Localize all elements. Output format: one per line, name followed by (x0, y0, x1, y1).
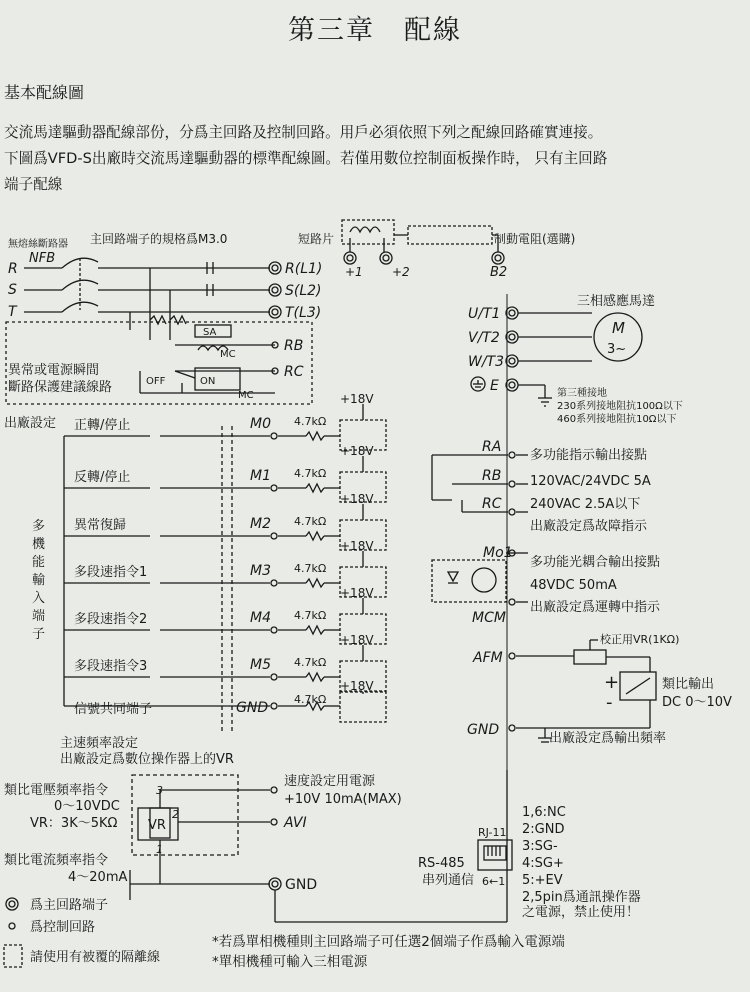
motor-title: 三相感應馬達 (577, 294, 656, 309)
analog-out-2: DC 0～10V (662, 695, 732, 710)
p1-label: +1 (345, 265, 363, 279)
terminal-ra-label: RA (482, 439, 502, 455)
pwr-label-2: +10V 10mA(MAX) (284, 792, 402, 807)
legend-shield: 請使用有被覆的隔離線 (30, 950, 161, 965)
v18-label-m5: +18V (340, 633, 374, 647)
brake-resistor-label: 制動電阻(選購) (494, 232, 576, 246)
footnote-2: *單相機種可輸入三相電源 (212, 954, 368, 970)
v18-label-m3: +18V (340, 539, 374, 553)
rj-pins-label: 6←1 (482, 875, 506, 888)
digital-input-rows (64, 404, 386, 722)
ground-230: 230系列接地阻抗100Ω以下 (557, 401, 683, 412)
terminal-m1-label: M1 (250, 468, 271, 484)
relay-rating-1: 120VAC/24VDC 5A (530, 474, 651, 489)
terminal-tl3 (269, 306, 281, 318)
resistor-label-m5: 4.7kΩ (294, 656, 327, 669)
sa-label: SA (203, 327, 217, 338)
photo-rating: 48VDC 50mA (530, 578, 617, 593)
analog-output-circuit (509, 640, 656, 731)
ground-460: 460系列接地阻抗10Ω以下 (557, 414, 677, 425)
ground-title: 第三種接地 (557, 388, 607, 399)
pin-2: 2:GND (522, 822, 565, 837)
relay-rating-2: 240VAC 2.5A以下 (530, 497, 641, 512)
pwr-label-1: 速度設定用電源 (284, 774, 376, 789)
input-label-m0: 正轉/停止 (74, 418, 131, 433)
terminal-afm-label: AFM (473, 650, 503, 666)
vr-pin3: 3 (156, 784, 163, 797)
intro-line-3: 端子配線 (4, 176, 63, 193)
resistor-label-m4: 4.7kΩ (294, 609, 327, 622)
resistor-label-m2: 4.7kΩ (294, 515, 327, 528)
terminal-rb-label: RB (482, 468, 502, 484)
rj11-label: RJ-11 (478, 826, 507, 839)
legend-control-terminal-icon (9, 923, 15, 929)
terminal-gnd-bottom-label: GND (285, 877, 318, 893)
resistor-label-m0: 4.7kΩ (294, 415, 327, 428)
svg-text:能: 能 (32, 555, 46, 570)
terminal-rc-label: RC (482, 496, 502, 512)
terminal-avi-label: AVI (284, 815, 307, 831)
v18-label-m4: +18V (340, 586, 374, 600)
analog-out-1: 類比輸出 (662, 677, 715, 692)
relay-default: 出廠設定爲故障指示 (530, 519, 648, 534)
input-label-m5: 多段速指令3 (74, 659, 148, 674)
v18-label-m0: +18V (340, 392, 374, 406)
legend-main-terminal-icon (6, 898, 18, 910)
legend-ctrl: 爲控制回路 (30, 920, 96, 935)
section-title: 基本配線圖 (4, 83, 85, 102)
terminal-mcm-label: MCM (472, 610, 506, 626)
plus-sign: + (604, 672, 620, 693)
terminal-mo1-label: Mo1 (483, 545, 513, 561)
vr-pin1: 1 (156, 843, 163, 856)
terminal-m2-label: M2 (250, 516, 271, 532)
motor-3phase: 3~ (607, 342, 627, 357)
input-label-m4: 多段速指令2 (74, 612, 148, 627)
pin-1: 1,6:NC (522, 805, 566, 820)
intro-line-1: 交流馬達驅動器配線部份，分爲主回路及控制回路。用戶必須依照下列之配線回路確實連接。 (4, 124, 603, 141)
pin-3: 3:SG- (522, 839, 558, 854)
terminal-tl3-label: T(L3) (285, 305, 322, 321)
terminal-m5-label: M5 (250, 657, 271, 673)
analog-v-2: 0～10VDC (54, 799, 120, 814)
b2-label: B2 (490, 265, 508, 280)
resistor-label-m3: 4.7kΩ (294, 562, 327, 575)
terminal-w-label: W/T3 (468, 354, 505, 370)
v18-label-m2: +18V (340, 492, 374, 506)
relay-output-terminals (432, 452, 528, 515)
master-freq-1: 主速頻率設定 (60, 736, 139, 751)
vr-label: VR (148, 818, 166, 833)
p2-label: +2 (392, 265, 410, 279)
phase-t-label: T (8, 304, 17, 320)
input-label-m3: 多段速指令1 (74, 565, 148, 580)
pin-6: 2,5pin爲通訊操作器 (522, 890, 641, 905)
nfb-caption: 無熔絲斷路器 (8, 239, 68, 250)
input-filter-capacitors (130, 262, 213, 340)
footnote-1: *若爲單相機種則主回路端子可任選2個端子作爲輸入電源端 (212, 934, 565, 950)
terminal-u-label: U/T1 (468, 306, 501, 322)
legend-shield-icon (4, 945, 22, 967)
svg-text:機: 機 (32, 537, 46, 552)
svg-text:端: 端 (32, 609, 46, 624)
svg-text:子: 子 (32, 627, 46, 642)
pin-4: 4:SG+ (522, 856, 564, 871)
analog-v-3: VR：3K～5KΩ (30, 816, 118, 831)
terminal-m0-label: M0 (250, 416, 271, 432)
fault-line-2: 斷路保護建議線路 (8, 380, 113, 395)
terminal-v-label: V/T2 (468, 330, 500, 346)
analog-i-1: 類比電流頻率指令 (4, 853, 109, 868)
input-label-m1: 反轉/停止 (74, 470, 131, 485)
master-freq-2: 出廠設定爲數位操作器上的VR (60, 752, 234, 767)
factory-setting-label: 出廠設定 (4, 416, 57, 431)
v18-label-gnd: +18V (340, 679, 374, 693)
v18-label-m1: +18V (340, 444, 374, 458)
terminal-gnd-afm-label: GND (467, 722, 500, 738)
afm-default: 出廠設定爲輸出頻率 (549, 731, 667, 746)
multi-function-label (32, 519, 46, 642)
terminal-m4-label: M4 (250, 610, 271, 626)
short-bar-and-brake-resistor (342, 220, 504, 264)
minus-sign: - (606, 692, 613, 713)
nfb-breaker-symbol (24, 258, 270, 312)
spec-note: 主回路端子的規格爲M3.0 (90, 232, 228, 246)
intro-line-2: 下圖爲VFD-S出廠時交流馬達驅動器的標準配線圖。若僅用數位控制面板操作時， 只有主回路 (4, 150, 608, 167)
relay-title: 多功能指示輸出接點 (530, 448, 648, 463)
pin-5: 5:+EV (522, 873, 563, 888)
terminal-rl1-label: R(L1) (285, 261, 323, 277)
svg-text:入: 入 (32, 591, 46, 606)
off-label: OFF (146, 376, 166, 387)
mc2-label: MC (238, 390, 254, 401)
fault-line-1: 異常或電源瞬間 (8, 363, 100, 378)
photocoupler-output (432, 550, 528, 605)
resistor-label-m1: 4.7kΩ (294, 467, 327, 480)
motor-m: M (612, 319, 625, 337)
main-input-terminals (269, 262, 281, 318)
terminal-sl2-label: S(L2) (285, 283, 322, 299)
on-label: ON (200, 376, 216, 387)
photo-title: 多功能光耦合輸出接點 (530, 555, 661, 570)
resistor-label-gnd: 4.7kΩ (294, 693, 327, 706)
svg-text:多: 多 (32, 519, 46, 534)
short-bar-label: 短路片 (298, 232, 335, 246)
terminal-m3-label: M3 (250, 563, 271, 579)
terminal-gnd-label: GND (236, 700, 269, 716)
phase-r-label: R (8, 261, 18, 277)
pin-7: 之電源，禁止使用！ (522, 905, 640, 920)
vr-cal-label: 校正用VR(1KΩ) (600, 633, 680, 646)
terminal-e-label: E (490, 378, 499, 394)
analog-i-2: 4～20mA (68, 870, 128, 885)
nfb-label: NFB (29, 251, 56, 266)
mc-label: MC (220, 349, 236, 360)
rs485-label-1: RS-485 (418, 856, 465, 871)
phase-s-label: S (8, 282, 17, 298)
rs485-label-2: 串列通信 (422, 873, 475, 888)
ground-symbol-icon (471, 377, 485, 391)
legend-main: 爲主回路端子 (30, 898, 109, 913)
chapter-title: 第三章 配線 (288, 15, 462, 46)
rb-input-label: RB (284, 338, 304, 354)
vr-pin2: 2 (172, 808, 179, 821)
rc-input-label: RC (284, 364, 304, 380)
input-label-m2: 異常復歸 (74, 518, 127, 533)
analog-v-1: 類比電壓頻率指令 (4, 783, 109, 798)
photo-default: 出廠設定爲運轉中指示 (530, 600, 661, 615)
terminal-sl2 (269, 284, 281, 296)
svg-text:輸: 輸 (32, 573, 46, 588)
terminal-rl1 (269, 262, 281, 274)
input-label-gnd: 信號共同端子 (74, 702, 153, 717)
